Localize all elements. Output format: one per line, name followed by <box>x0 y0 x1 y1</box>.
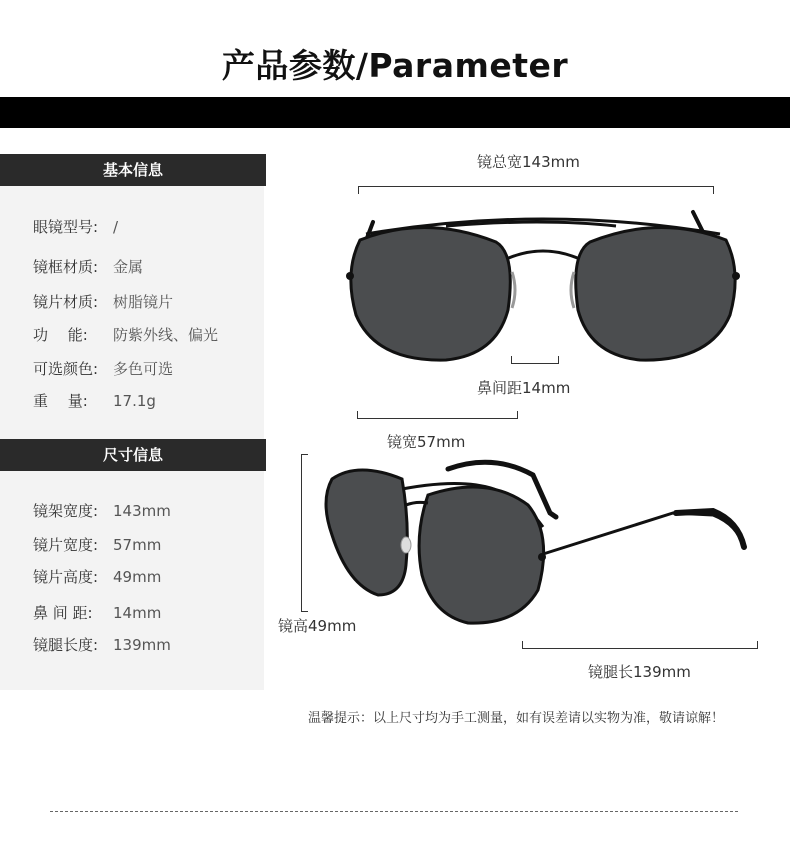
spec-value: 树脂镜片 <box>113 293 174 311</box>
spec-row-bridge <box>33 602 161 623</box>
spec-value: 14mm <box>113 604 162 622</box>
title-bar <box>0 97 790 128</box>
spec-row-lens-height <box>33 566 161 587</box>
spec-value: 17.1g <box>113 392 156 410</box>
spec-row-temple-length <box>33 634 171 655</box>
basic-info-header: 基本信息 <box>0 154 266 186</box>
size-info-header: 尺寸信息 <box>0 439 266 471</box>
spec-value: 金属 <box>113 258 144 276</box>
spec-row-function <box>33 324 218 345</box>
sunglasses-front-image <box>336 200 750 370</box>
spec-row-weight <box>33 390 156 411</box>
spec-label: 镜架宽度: <box>33 502 99 520</box>
spec-label: 镜框材质: <box>33 258 99 276</box>
measurement-notice: 温馨提示：以上尺寸均为手工测量，如有误差请以实物为准，敬请谅解！ <box>308 711 725 726</box>
spec-label: 鼻 间 距: <box>33 604 93 622</box>
spec-row-frame-width <box>33 500 171 521</box>
spec-label: 重 量: <box>33 392 88 410</box>
lens-width-bracket <box>357 411 518 419</box>
spec-row-lens-material <box>33 291 173 312</box>
spec-label: 镜片宽度: <box>33 536 99 554</box>
lens-width-label: 镜宽57mm <box>387 433 466 451</box>
spec-row-colors <box>33 358 173 379</box>
dashed-divider <box>50 811 738 812</box>
lens-height-label: 镜高49mm <box>278 617 357 635</box>
spec-label: 眼镜型号: <box>33 218 99 236</box>
spec-label: 功 能: <box>33 326 88 344</box>
spec-label: 镜片材质: <box>33 293 99 311</box>
lens-height-bracket <box>301 454 308 612</box>
bridge-label: 鼻间距14mm <box>477 379 571 397</box>
temple-length-bracket <box>522 641 758 649</box>
spec-label: 可选颜色: <box>33 360 99 378</box>
spec-value: 57mm <box>113 536 162 554</box>
bridge-bracket <box>511 356 559 364</box>
spec-value: 防紫外线、偏光 <box>113 326 219 344</box>
page-title: 产品参数/Parameter <box>221 46 569 85</box>
spec-value: 143mm <box>113 502 171 520</box>
spec-value: / <box>113 218 119 236</box>
spec-row-frame-material <box>33 256 143 277</box>
temple-length-label: 镜腿长139mm <box>588 663 691 681</box>
sunglasses-side-image <box>318 455 758 630</box>
spec-value: 多色可选 <box>113 360 174 378</box>
spec-row-model <box>33 216 118 237</box>
spec-value: 49mm <box>113 568 162 586</box>
spec-row-lens-width <box>33 534 161 555</box>
total-width-bracket <box>358 186 714 194</box>
spec-label: 镜腿长度: <box>33 636 99 654</box>
total-width-label: 镜总宽143mm <box>477 153 580 171</box>
spec-value: 139mm <box>113 636 171 654</box>
spec-label: 镜片高度: <box>33 568 99 586</box>
